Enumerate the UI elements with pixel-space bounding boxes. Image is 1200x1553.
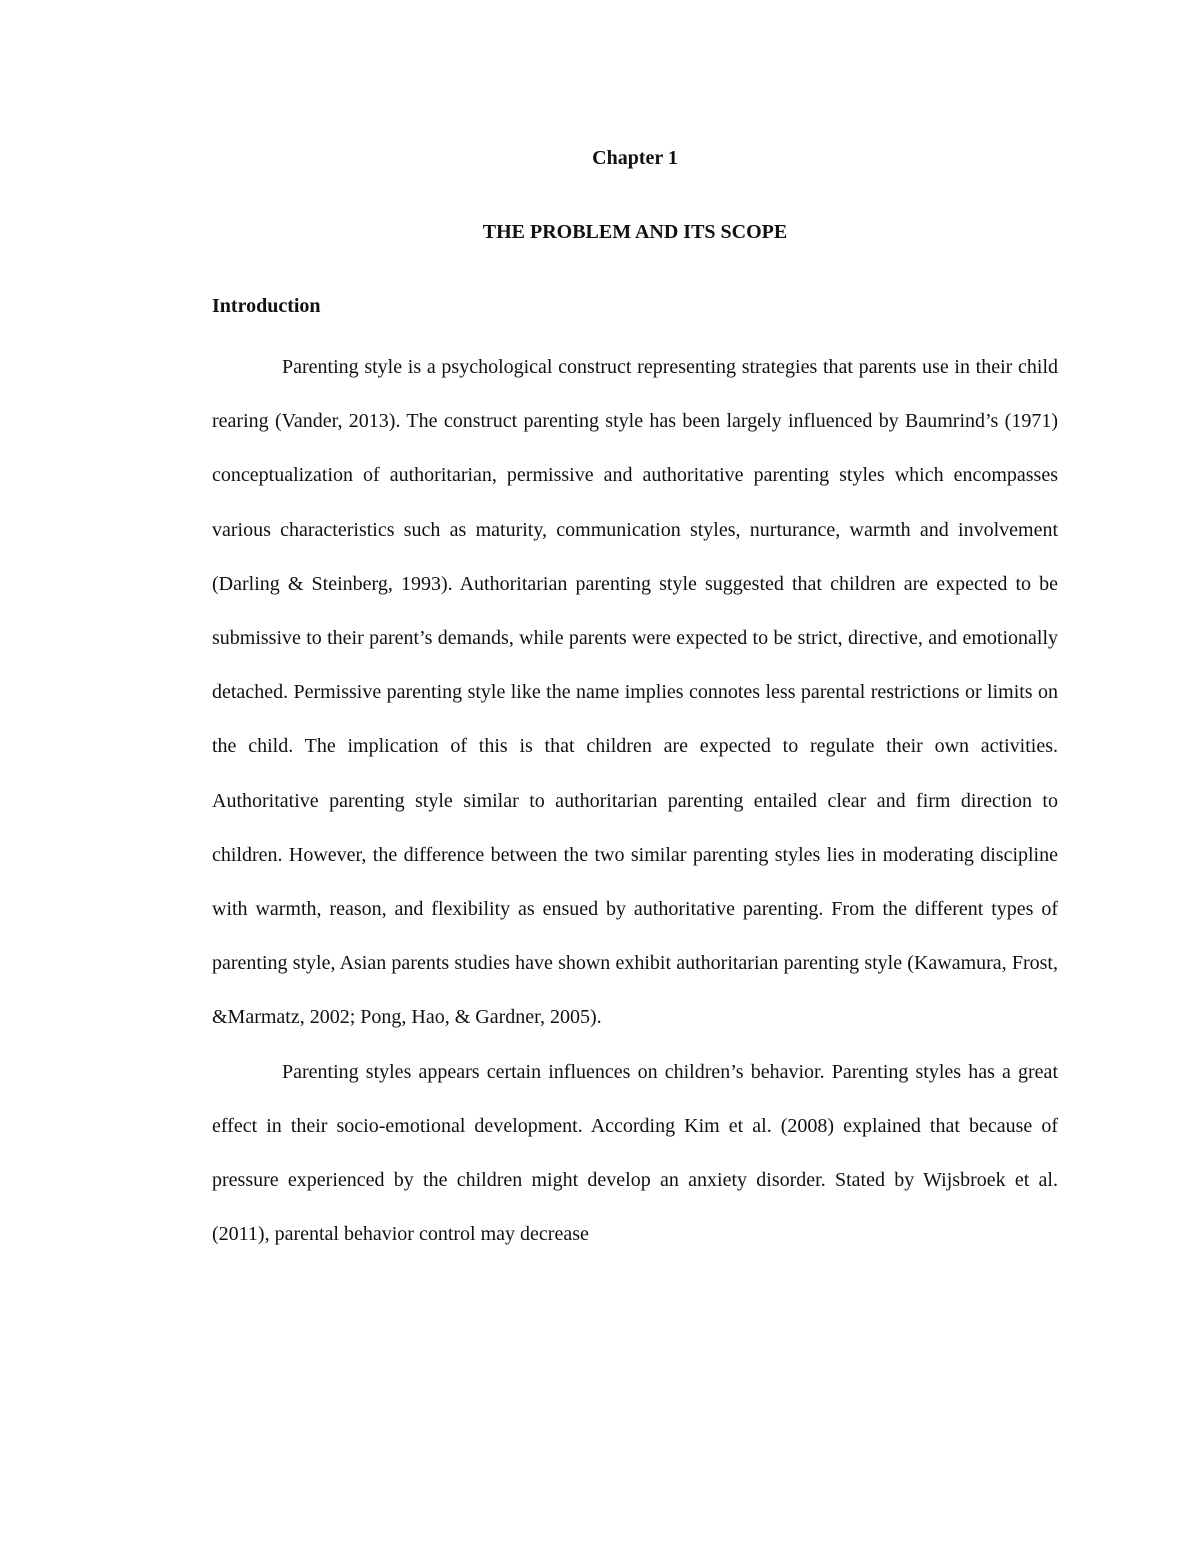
- chapter-title: THE PROBLEM AND ITS SCOPE: [482, 221, 788, 243]
- paragraph-1: Parenting style is a psychological construct representing strategies that parents use in their child rearing (Vander, 2013). The construct parenting style has been largely influenced by Baumrind’s (1971) conceptualization of authoritarian, permissive and authoritative parenting styles which encompasses various characteristics such as maturity, communication styles, nurturance, warmth and involvement (Darling & Steinberg, 1993). Authoritarian parenting style suggested that children are expected to be submissive to their parent’s demands, while parents were expected to be strict, directive, and emotionally detached. Permissive parenting style like the name implies connotes less parental restrictions or limits on the child. The implication of this is that children are expected to regulate their own activities. Authoritative parenting style similar to authoritarian parenting entailed clear and firm direction to children. However, the difference between the two similar parenting styles lies in moderating discipline with warmth, reason, and flexibility as ensued by authoritative parenting. From the different types of parenting style, Asian parents studies have shown exhibit authoritarian parenting style (Kawamura, Frost, &Marmatz, 2002; Pong, Hao, & Gardner, 2005).: [212, 356, 1058, 1029]
- paragraph-2: Parenting styles appears certain influences on children’s behavior. Parenting styles has a great effect in their socio-emotional development. According Kim et al. (2008) explained that because of pressure experienced by the children might develop an anxiety disorder. Stated by Wijsbroek et al. (2011), parental behavior control may decrease: [212, 1060, 1058, 1246]
- page-content: [212, 140, 1058, 1261]
- chapter-label: Chapter 1: [592, 147, 678, 169]
- section-heading-introduction: Introduction: [212, 295, 321, 317]
